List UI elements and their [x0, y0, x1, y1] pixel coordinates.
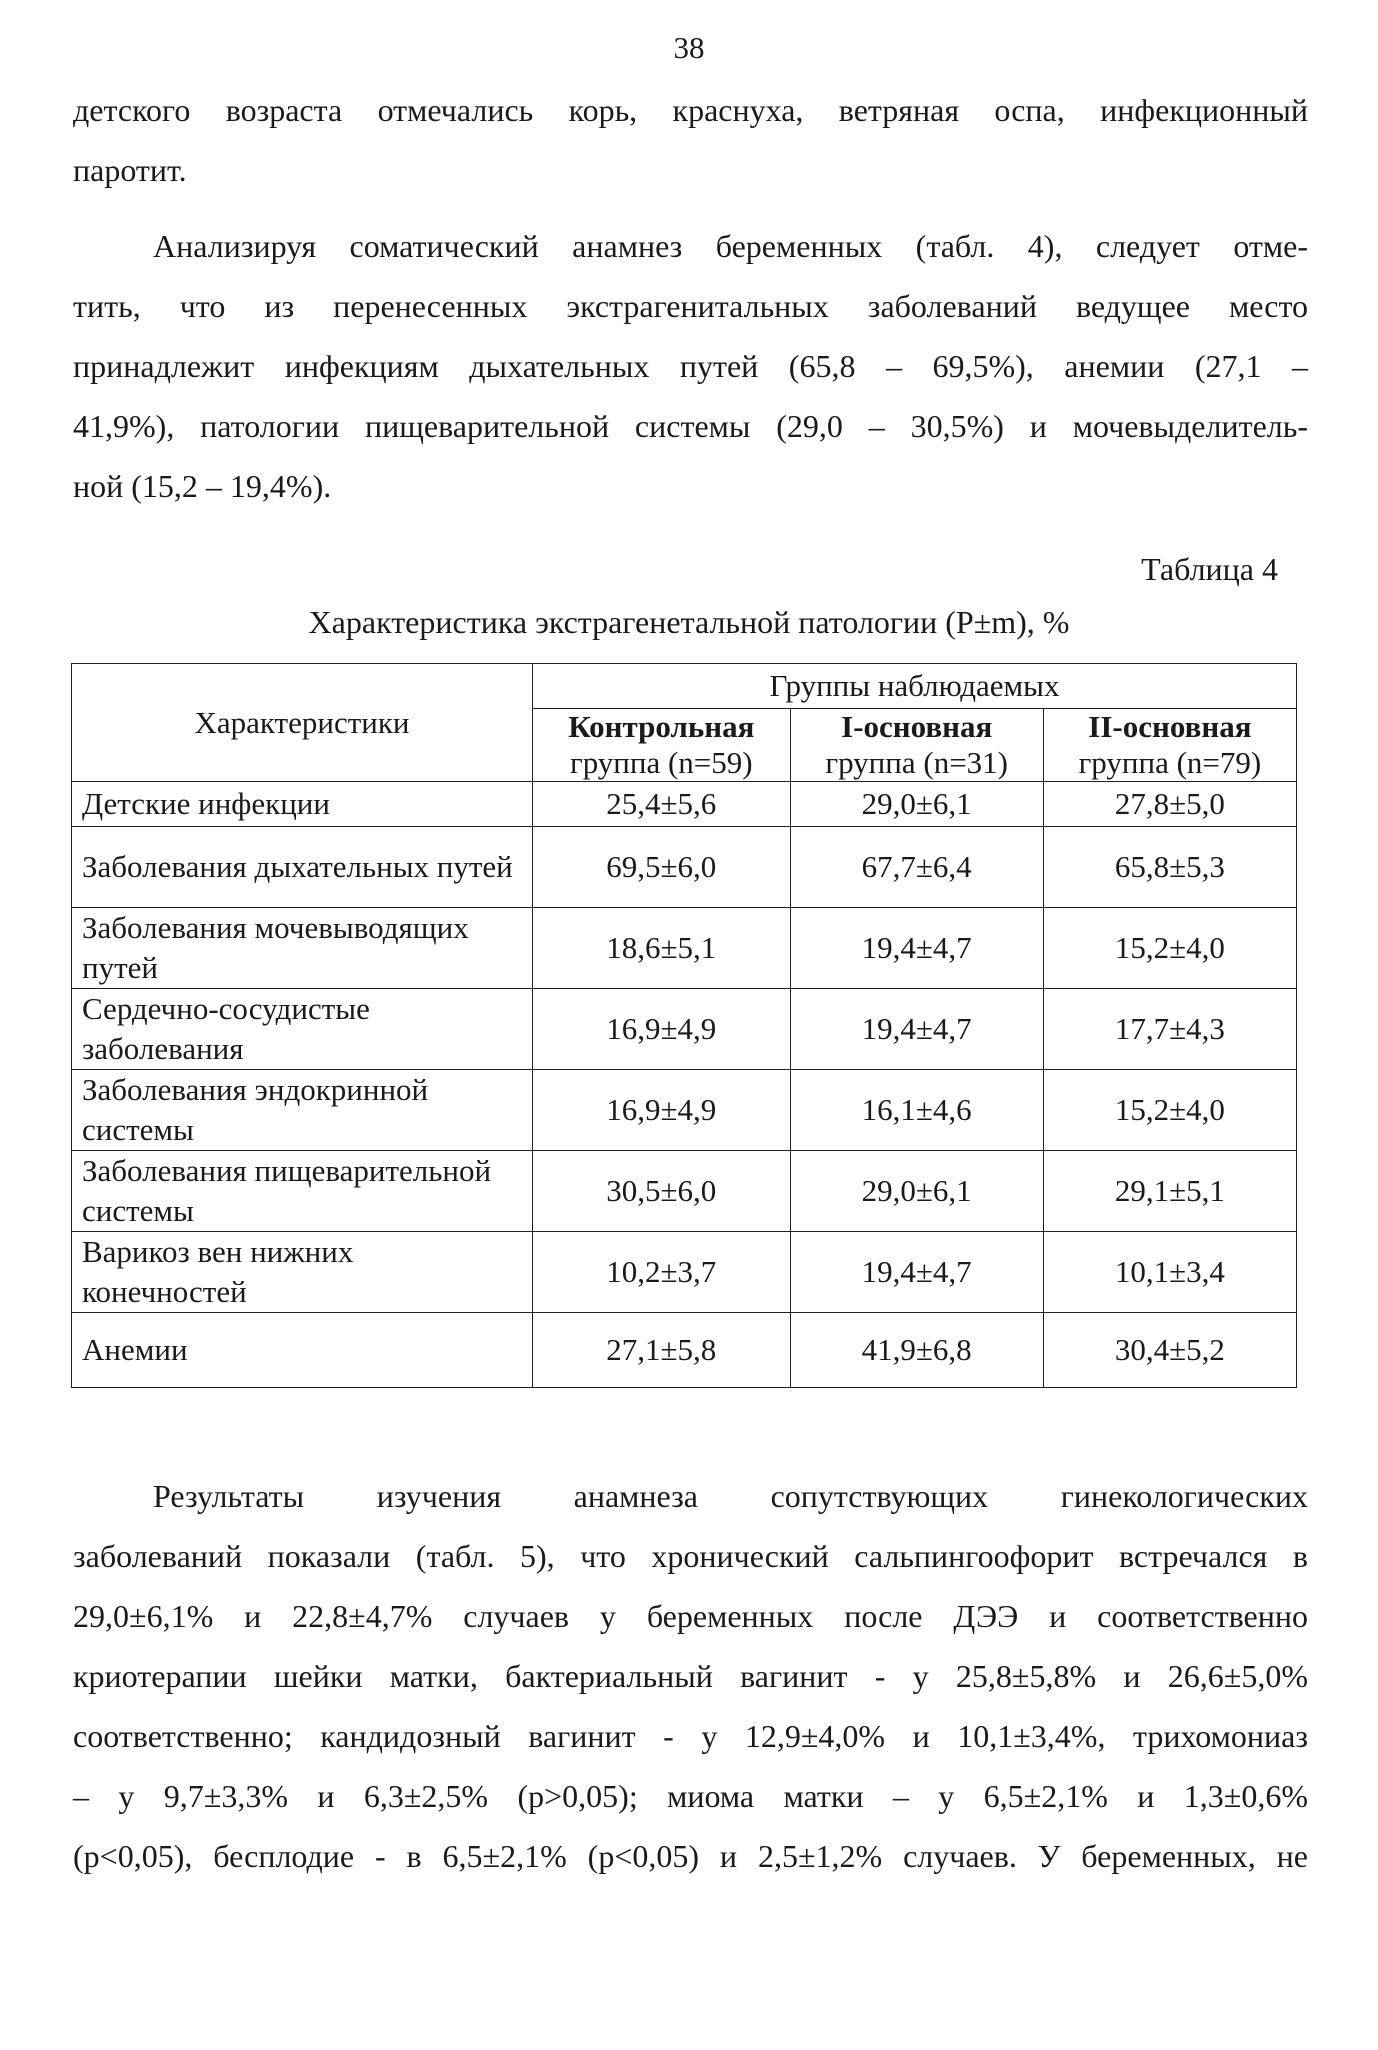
table-title: Характеристика экстрагенетальной патологии (P±m), % [308, 604, 1070, 640]
header-main-group-2 [1043, 709, 1296, 782]
header-main-group-1 [790, 709, 1043, 782]
table-label: Таблица 4 [1141, 551, 1278, 587]
cell-value: 16,9±4,9 [533, 1070, 791, 1151]
table-row [72, 782, 1297, 827]
text-line: криотерапии шейки матки, бактериальный вагинит - у 25,8±5,8% и 26,6±5,0% [73, 1658, 1308, 1694]
paragraph-2 [73, 216, 1308, 516]
cell-value: 25,4±5,6 [533, 782, 791, 827]
cell-value: 41,9±6,8 [790, 1313, 1043, 1388]
row-label: Заболевания дыхательных путей [72, 827, 533, 908]
paragraph-1 [73, 80, 1308, 200]
text-line: принадлежит инфекциям дыхательных путей (65,8 – 69,5%), анемии (27,1 – [73, 348, 1308, 384]
cell-value: 27,8±5,0 [1043, 782, 1296, 827]
text-line: детского возраста отмечались корь, краснуха, ветряная оспа, инфекционный [73, 92, 1308, 128]
row-label: Анемии [72, 1313, 533, 1388]
cell-value: 19,4±4,7 [790, 1232, 1043, 1313]
text-line: Результаты изучения анамнеза сопутствующих гинекологических [153, 1478, 1308, 1514]
text-line: паротит. [73, 152, 187, 188]
group-name: Контрольная [568, 709, 755, 744]
cell-value: 67,7±6,4 [790, 827, 1043, 908]
table-row [72, 1232, 1297, 1313]
page-number: 38 [673, 30, 705, 65]
text-line: Анализируя соматический анамнез беременных (табл. 4), следует отме- [153, 228, 1308, 264]
cell-value: 29,1±5,1 [1043, 1151, 1296, 1232]
text-line: заболеваний показали (табл. 5), что хронический сальпингоофорит встречался в [73, 1538, 1308, 1574]
header-characteristics: Характеристики [72, 664, 533, 782]
group-name: I-основная [841, 709, 993, 744]
group-name: II-основная [1088, 709, 1252, 744]
table-row [72, 989, 1297, 1070]
row-label: Заболевания мочевыводящих путей [72, 908, 533, 989]
cell-value: 19,4±4,7 [790, 908, 1043, 989]
cell-value: 18,6±5,1 [533, 908, 791, 989]
row-label: Варикоз вен нижних конечностей [72, 1232, 533, 1313]
table-row [72, 1313, 1297, 1388]
cell-value: 30,5±6,0 [533, 1151, 791, 1232]
cell-value: 15,2±4,0 [1043, 1070, 1296, 1151]
header-control-group [533, 709, 791, 782]
text-line: ной (15,2 – 19,4%). [73, 468, 332, 504]
cell-value: 29,0±6,1 [790, 1151, 1043, 1232]
cell-value: 15,2±4,0 [1043, 908, 1296, 989]
table-row [72, 1070, 1297, 1151]
cell-value: 30,4±5,2 [1043, 1313, 1296, 1388]
table-row [72, 1151, 1297, 1232]
cell-value: 65,8±5,3 [1043, 827, 1296, 908]
cell-value: 17,7±4,3 [1043, 989, 1296, 1070]
text-line: (p<0,05), бесплодие - в 6,5±2,1% (p<0,05) и 2,5±1,2% случаев. У беременных, не [73, 1838, 1308, 1874]
cell-value: 10,2±3,7 [533, 1232, 791, 1313]
cell-value: 16,1±4,6 [790, 1070, 1043, 1151]
table-header-row [72, 664, 1297, 709]
row-label: Детские инфекции [72, 782, 533, 827]
text-line: 41,9%), патологии пищеварительной системы (29,0 – 30,5%) и мочевыделитель- [73, 408, 1308, 444]
row-label: Заболевания пищеварительной системы [72, 1151, 533, 1232]
group-size: группа (n=31) [825, 745, 1008, 780]
text-line: 29,0±6,1% и 22,8±4,7% случаев у беременных после ДЭЭ и соответственно [73, 1598, 1308, 1634]
group-size: группа (n=59) [569, 745, 753, 780]
cell-value: 16,9±4,9 [533, 989, 791, 1070]
cell-value: 27,1±5,8 [533, 1313, 791, 1388]
cell-value: 10,1±3,4 [1043, 1232, 1296, 1313]
text-line: тить, что из перенесенных экстрагенитальных заболеваний ведущее место [73, 288, 1308, 324]
group-size: группа (n=79) [1078, 745, 1262, 780]
table-row [72, 908, 1297, 989]
row-label: Заболевания эндокринной системы [72, 1070, 533, 1151]
row-label: Сердечно-сосудистые заболевания [72, 989, 533, 1070]
header-groups: Группы наблюдаемых [533, 664, 1297, 709]
cell-value: 19,4±4,7 [790, 989, 1043, 1070]
pathology-table [71, 663, 1297, 1388]
text-line: соответственно; кандидозный вагинит - у 12,9±4,0% и 10,1±3,4%, трихомониаз [73, 1718, 1308, 1754]
cell-value: 69,5±6,0 [533, 827, 791, 908]
paragraph-3 [73, 1466, 1308, 1886]
cell-value: 29,0±6,1 [790, 782, 1043, 827]
table-row [72, 827, 1297, 908]
text-line: – у 9,7±3,3% и 6,3±2,5% (p>0,05); миома матки – у 6,5±2,1% и 1,3±0,6% [73, 1778, 1308, 1814]
